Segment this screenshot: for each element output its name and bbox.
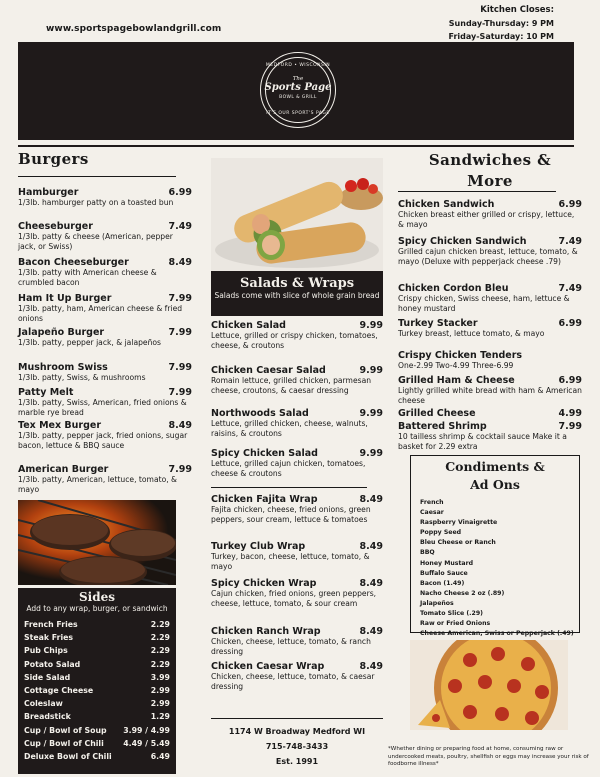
condiment-item: Poppy Seed (420, 529, 462, 537)
burgers-rule (18, 176, 176, 177)
burger-item: American Burger 7.99 1/3lb. patty, American, lettuce, tomato, & mayo (18, 464, 192, 494)
burger-item: Ham It Up Burger 7.99 1/3lb. patty, ham, American cheese & fried onions (18, 293, 192, 323)
footer-rule (211, 718, 383, 719)
sandwich-item: Chicken Sandwich 6.99 Chicken breast either grilled or crispy, lettuce, & mayo (398, 199, 582, 229)
side-item: Breadstick 1.29 (24, 712, 170, 722)
condiment-item: Caesar (420, 509, 444, 517)
condiments-title: Condiments & Ad Ons (445, 459, 545, 492)
side-item: Potato Salad 2.29 (24, 659, 170, 669)
burger-item: Bacon Cheeseburger 8.49 1/3lb. patty with American cheese & crumbled bacon (18, 257, 192, 287)
established: Est. 1991 (275, 757, 319, 766)
logo-subtitle: BOWL & GRILL (279, 95, 317, 100)
sandwich-item: Turkey Stacker 6.99 Turkey breast, lettuce tomato, & mayo (398, 318, 582, 338)
sides-title: Sides (78, 590, 115, 604)
kitchen-hours (449, 4, 555, 43)
side-item: Coleslaw 2.99 (24, 699, 170, 709)
banner-divider (18, 145, 574, 147)
condiment-item: Nacho Cheese 2 oz (.89) (420, 589, 505, 597)
sandwiches-title: Sandwiches & More (428, 151, 552, 190)
sides-panel (18, 588, 176, 774)
sides-subtitle: Add to any wrap, burger, or sandwich (26, 604, 168, 613)
sandwich-item: Chicken Cordon Bleu 7.49 Crispy chicken, Swiss cheese, ham, lettuce & honey mustard (398, 283, 582, 313)
burgers-title: Burgers (18, 150, 89, 168)
side-item: Cottage Cheese 2.99 (24, 686, 170, 696)
hours-title: Kitchen Closes: (480, 5, 554, 15)
hours-weekend: Friday-Saturday: 10 PM (448, 32, 554, 41)
burger-item: Cheeseburger 7.49 1/3lb. patty & cheese (American, pepper jack, or Swiss) (18, 221, 192, 251)
condiment-item: Buffalo Sauce (420, 569, 468, 577)
side-item: Deluxe Bowl of Chili 6.49 (24, 752, 170, 762)
sandwich-item: Battered Shrimp 7.99 10 tailless shrimp & cocktail sauce Make it a basket for 2.29 extra (398, 421, 582, 451)
wraps-rule (211, 487, 367, 488)
salad-item: Spicy Chicken Salad 9.99 Lettuce, grilled cajun chicken, tomatoes, cheese & croutons (211, 448, 383, 478)
condiment-item: Raspberry Vinaigrette (420, 519, 498, 527)
side-item: Side Salad 3.99 (24, 672, 170, 682)
condiment-item: Cheese American, Swiss or Pepperjack (.49) (420, 630, 574, 638)
wraps-image (211, 158, 383, 271)
salad-item: Northwoods Salad 9.99 Lettuce, grilled chicken, cheese, walnuts, raisins, & croutons (211, 408, 383, 438)
condiment-item: Honey Mustard (420, 559, 474, 567)
wrap-item: Chicken Ranch Wrap 8.49 Chicken, cheese, lettuce, tomato, & ranch dressing (211, 626, 383, 656)
pizza-image (410, 640, 568, 730)
sports-page-logo (260, 52, 336, 128)
sandwiches-rule (398, 191, 556, 192)
condiment-item: French (420, 499, 444, 506)
sandwich-item: Grilled Ham & Cheese 6.99 Lightly grilled white bread with ham & American cheese (398, 375, 582, 405)
grill-burgers-image (18, 500, 176, 585)
condiment-item: Tomato Slice (.29) (420, 610, 483, 618)
wrap-item: Chicken Caesar Wrap 8.49 Chicken, cheese, lettuce, tomato, & caesar dressing (211, 661, 383, 691)
restaurant-info (211, 724, 383, 769)
wrap-item: Turkey Club Wrap 8.49 Turkey, bacon, cheese, lettuce, tomato, & mayo (211, 541, 383, 571)
wrap-item: Spicy Chicken Wrap 8.49 Cajun chicken, fried onions, green peppers, cheese, lettuce, tomato, & sour cream (211, 578, 383, 608)
burger-item: Mushroom Swiss 7.99 1/3lb. patty, Swiss, & mushrooms (18, 362, 192, 382)
sandwich-item: Crispy Chicken Tenders One-2.99 Two-4.99 Three-6.99 (398, 350, 523, 370)
logo-bottom-text: IT'S OUR SPORT'S PAGE (266, 111, 330, 116)
burger-item: Jalapeño Burger 7.99 1/3lb. patty, pepper jack, & jalapeños (18, 327, 192, 347)
burger-item: Hamburger 6.99 1/3lb. hamburger patty on a toasted bun (18, 187, 192, 207)
wrap-item: Chicken Fajita Wrap 8.49 Fajita chicken, cheese, fried onions, green peppers, sour cream, lettuce & tomatoes (211, 494, 383, 524)
salads-subtitle: Salads come with slice of whole grain bread (214, 291, 380, 300)
side-item: Pub Chips 2.29 (24, 646, 170, 656)
side-item: Cup / Bowl of Chili 4.49 / 5.49 (24, 738, 170, 748)
salad-item: Chicken Salad 9.99 Lettuce, grilled or crispy chicken, tomatoes, cheese, & croutons (211, 320, 383, 350)
condiment-item: Bleu Cheese or Ranch (420, 539, 496, 547)
condiment-item: BBQ (420, 549, 435, 557)
condiment-item: Bacon (1.49) (420, 579, 465, 587)
hours-weekday: Sunday-Thursday: 9 PM (448, 19, 554, 28)
salad-item: Chicken Caesar Salad 9.99 Romain lettuce, grilled chicken, parmesan cheese, croutons, & caesar dressing (211, 365, 383, 395)
condiments-panel (410, 455, 580, 638)
condiment-item: Raw or Fried Onions (420, 620, 491, 628)
logo-the: The (292, 76, 304, 82)
burger-item: Tex Mex Burger 8.49 1/3lb. patty, pepper jack, fried onions, sugar bacon, lettuce & BBQ sauce (18, 420, 192, 450)
sandwich-item: Spicy Chicken Sandwich 7.49 Grilled cajun chicken breast, lettuce, tomato, & mayo (Deluxe with pepperjack cheese .79) (398, 236, 582, 266)
sandwich-item: Grilled Cheese 4.99 (398, 408, 582, 419)
burger-item: Patty Melt 7.99 1/3lb. patty, Swiss, American, fried onions & marble rye bread (18, 387, 192, 417)
salads-wraps-header (211, 271, 383, 316)
phone: 715-748-3433 (265, 742, 329, 751)
food-safety-disclaimer: *Whether dining or preparing food at home, consuming raw or undercooked meats, poultry, shellfish or eggs may increase your risk of foodborne illness* (388, 746, 589, 767)
logo-top-text: MEDFORD • WISCONSIN (265, 63, 331, 68)
side-item: French Fries 2.29 (24, 620, 170, 629)
condiment-item: Jalapeños (420, 599, 454, 607)
salads-title: Salads & Wraps (239, 276, 355, 291)
address: 1174 W Broadway Medford WI (228, 727, 366, 736)
side-item: Steak Fries 2.29 (24, 633, 170, 643)
condiments-list (411, 498, 579, 639)
side-item: Cup / Bowl of Soup 3.99 / 4.99 (24, 725, 170, 735)
logo-name: Sports Page (264, 82, 332, 93)
website-url: www.sportspagebowlandgrill.com (46, 24, 222, 34)
